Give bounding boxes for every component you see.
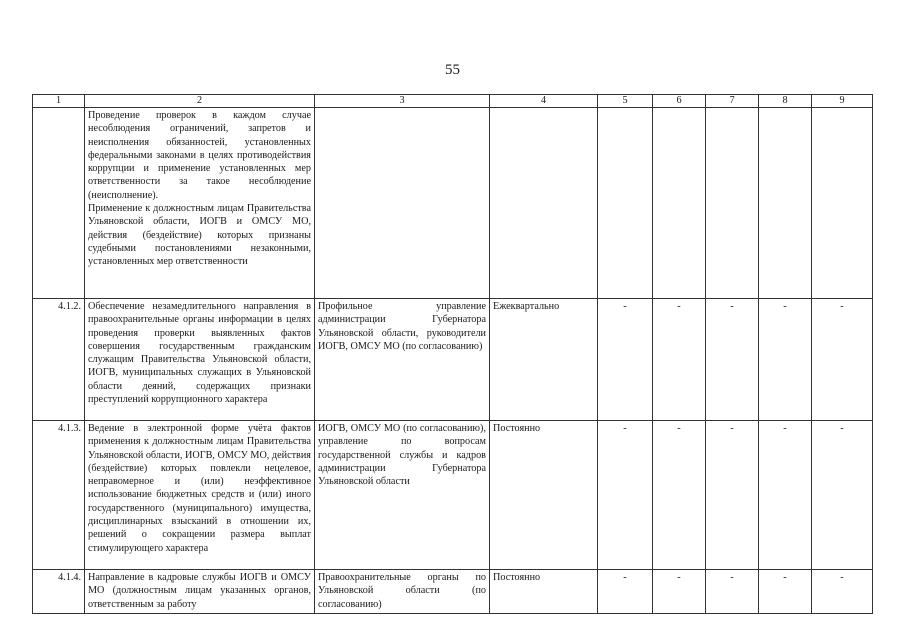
cell-col9 bbox=[812, 108, 873, 299]
period bbox=[490, 108, 598, 299]
col-header-2: 2 bbox=[85, 95, 315, 108]
cell-col7: - bbox=[706, 421, 759, 570]
measure-description bbox=[85, 299, 315, 421]
description-paragraph: Ведение в электронной форме учёта фактов применения к должностным лицам Правительства Ульяновской области, ИОГВ, ОМСУ МО, действия (бездействие) которых повлекли нецелевое, неправомерное и (или) неэффективное использование бюджетных средств и (или) иного государственного (муниципального) имущества, дисциплинарных взысканий в отношении их, решений о сокращении размера выплат стимулирующего характера bbox=[88, 423, 311, 554]
row-number: 4.1.3. bbox=[33, 421, 85, 570]
cell-col9: - bbox=[812, 299, 873, 421]
measure-description bbox=[85, 421, 315, 570]
description-paragraph: Обеспечение незамедлительного направления в правоохранительные органы информации в целях проведения проверки выявленных фактов совершения государственным гражданским служащим Правительства Ульяновской области, ИОГВ, муниципальных служащих в Ульяновской области деяний, содержащих признаки преступлений коррупционного характера bbox=[88, 301, 311, 406]
cell-col8: - bbox=[759, 570, 812, 614]
row-number: 4.1.2. bbox=[33, 299, 85, 421]
col-header-1: 1 bbox=[33, 95, 85, 108]
period: Постоянно bbox=[490, 570, 598, 614]
row-number: 4.1.4. bbox=[33, 570, 85, 614]
cell-col6: - bbox=[653, 299, 706, 421]
responsible-party: Профильное управление администрации Губернатора Ульяновской области, руководители ИОГВ, ОМСУ МО (по согласованию) bbox=[315, 299, 490, 421]
plan-table bbox=[32, 94, 873, 614]
cell-col5 bbox=[598, 108, 653, 299]
description-paragraph: Проведение проверок в каждом случае несоблюдения ограничений, запретов и неисполнения обязанностей, установленных федеральными законами в целях противодействия коррупции и применение установленных мер ответственности за такое несоблюдение (неисполнение). bbox=[88, 110, 311, 201]
cell-col8 bbox=[759, 108, 812, 299]
row-number bbox=[33, 108, 85, 299]
cell-col6: - bbox=[653, 570, 706, 614]
cell-col5: - bbox=[598, 299, 653, 421]
description-paragraph: Направление в кадровые службы ИОГВ и ОМСУ МО (должностным лицам указанных органов, ответственным за работу bbox=[88, 572, 311, 610]
measure-description bbox=[85, 108, 315, 299]
col-header-3: 3 bbox=[315, 95, 490, 108]
cell-col8: - bbox=[759, 299, 812, 421]
period: Постоянно bbox=[490, 421, 598, 570]
cell-col8: - bbox=[759, 421, 812, 570]
table-row bbox=[33, 299, 873, 421]
responsible-party: ИОГВ, ОМСУ МО (по согласованию), управление по вопросам государственной службы и кадров администрации Губернатора Ульяновской области bbox=[315, 421, 490, 570]
table-row bbox=[33, 421, 873, 570]
description-paragraph: Применение к должностным лицам Правительства Ульяновской области, ИОГВ и ОМСУ МО, действия (бездействие) которых признаны судебными постановлениями незаконными, установленных мер ответственности bbox=[88, 203, 311, 268]
cell-col9: - bbox=[812, 570, 873, 614]
cell-col6 bbox=[653, 108, 706, 299]
header-row bbox=[33, 95, 873, 108]
cell-col9: - bbox=[812, 421, 873, 570]
table-row bbox=[33, 570, 873, 614]
measure-description bbox=[85, 570, 315, 614]
col-header-4: 4 bbox=[490, 95, 598, 108]
col-header-5: 5 bbox=[598, 95, 653, 108]
col-header-8: 8 bbox=[759, 95, 812, 108]
col-header-6: 6 bbox=[653, 95, 706, 108]
period: Ежеквартально bbox=[490, 299, 598, 421]
cell-col7: - bbox=[706, 299, 759, 421]
cell-col5: - bbox=[598, 570, 653, 614]
cell-col5: - bbox=[598, 421, 653, 570]
page-number: 55 bbox=[445, 62, 460, 78]
responsible-party bbox=[315, 108, 490, 299]
col-header-9: 9 bbox=[812, 95, 873, 108]
cell-col6: - bbox=[653, 421, 706, 570]
table-row bbox=[33, 108, 873, 299]
responsible-party: Правоохранительные органы по Ульяновской области (по согласованию) bbox=[315, 570, 490, 614]
col-header-7: 7 bbox=[706, 95, 759, 108]
cell-col7 bbox=[706, 108, 759, 299]
cell-col7: - bbox=[706, 570, 759, 614]
